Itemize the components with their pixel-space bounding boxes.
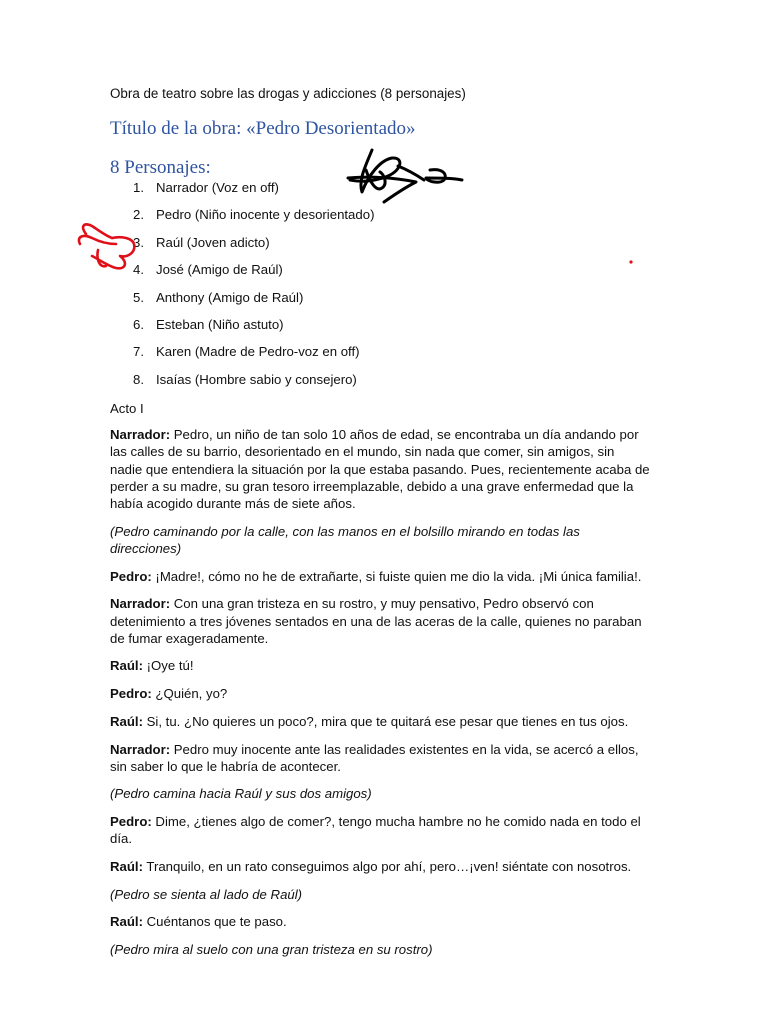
dialogue-line [110,685,650,702]
stage-direction: (Pedro caminando por la calle, con las manos en el bolsillo mirando en todas las direcciones) [110,523,580,556]
speaker-name: Raúl: [110,658,143,674]
cast-number: 2. [133,207,144,223]
dialogue-line [110,568,650,585]
dialogue-line [110,813,650,847]
red-dot-mark [629,260,632,263]
cast-name: Narrador (Voz en off) [156,180,279,195]
dialogue-line [110,657,650,674]
cast-number: 4. [133,262,144,278]
speaker-name: Raúl: [110,859,143,875]
dialogue-line [110,595,650,647]
dialogue-line [110,741,650,775]
cast-number: 1. [133,180,144,195]
cast-number: 3. [133,234,144,250]
dialogue-text: Tranquilo, en un rato conseguimos algo por ahí, pero…¡ven! siéntate con nosotros. [142,859,632,875]
dialogue-text: Dime, ¿tienes algo de comer?, tengo mucha hambre no he comido nada en todo el día. [110,814,641,847]
dialogue-text: Pedro, un niño de tan solo 10 años de edad, se encontraba un día andando por las calles de su barrio, desorientado en el mundo, sin nada que comer, sin amigos, sin nadie que entendiera la situación por la que estaba pasando. Pues, recientemente acaba de perder a su madre, su gran tesoro irreemplazable, debido a una grave enfermedad que la había acogido durante más de siete años. [110,427,650,512]
cast-number: 6. [133,317,144,332]
cast-item [0,344,600,362]
script-body [110,400,650,969]
cast-item [0,235,600,253]
speaker-name: Raúl: [110,914,143,930]
speaker-name: Pedro: [110,814,152,830]
dialogue-text: Con una gran tristeza en su rostro, y muy pensativo, Pedro observó con detenimiento a tres jóvenes sentados en una de las aceras de la calle, quienes no paraban de fumar exageradamente. [110,596,642,646]
cast-name: Esteban (Niño astuto) [156,317,284,332]
cast-name: José (Amigo de Raúl) [156,262,283,278]
speaker-name: Narrador: [110,596,171,612]
speaker-name: Pedro: [110,686,152,702]
cast-number: 5. [133,289,144,305]
dialogue-line [110,426,650,512]
dialogue-line [110,913,650,930]
stage-direction: (Pedro camina hacia Raúl y sus dos amigos) [110,786,372,802]
cast-number: 7. [133,344,144,360]
speaker-name: Raúl: [110,713,143,729]
stage-direction: (Pedro se sienta al lado de Raúl) [110,886,303,902]
cast-name: Pedro (Niño inocente y desorientado) [156,207,375,223]
cast-item [0,290,600,308]
document-intro: Obra de teatro sobre las drogas y adicciones (8 personajes) [110,86,466,101]
cast-name: Raúl (Joven adicto) [156,234,270,250]
cast-item [0,207,600,225]
play-title: Título de la obra: «Pedro Desorientado» [110,118,416,139]
dialogue-text: ¿Quién, yo? [151,686,228,702]
speaker-name: Narrador: [110,741,171,757]
cast-item [0,372,600,390]
dialogue-line [110,858,650,875]
dialogue-text: Si, tu. ¿No quieres un poco?, mira que te quitará ese pesar que tienes en tus ojos. [142,713,629,729]
dialogue-line [110,713,650,730]
cast-number: 8. [133,371,144,387]
cast-item [0,262,600,280]
cast-item [0,180,600,198]
dialogue-text: Cuéntanos que te paso. [142,914,287,930]
cast-name: Karen (Madre de Pedro-voz en off) [156,344,360,360]
dialogue-text: Pedro muy inocente ante las realidades existentes en la vida, se acercó a ellos, sin saber lo que le habría de acontecer. [110,741,639,774]
speaker-name: Narrador: [110,427,171,443]
stage-direction: (Pedro mira al suelo con una gran tristeza en su rostro) [110,942,433,958]
cast-item [0,317,600,335]
cast-name: Isaías (Hombre sabio y consejero) [156,371,357,387]
cast-heading: 8 Personajes: [110,157,211,178]
act-heading: Acto I [110,401,144,416]
dialogue-text: ¡Oye tú! [142,658,194,674]
dialogue-text: ¡Madre!, cómo no he de extrañarte, si fuiste quien me dio la vida. ¡Mi única familia!. [151,568,642,584]
cast-name: Anthony (Amigo de Raúl) [156,289,304,305]
speaker-name: Pedro: [110,568,152,584]
